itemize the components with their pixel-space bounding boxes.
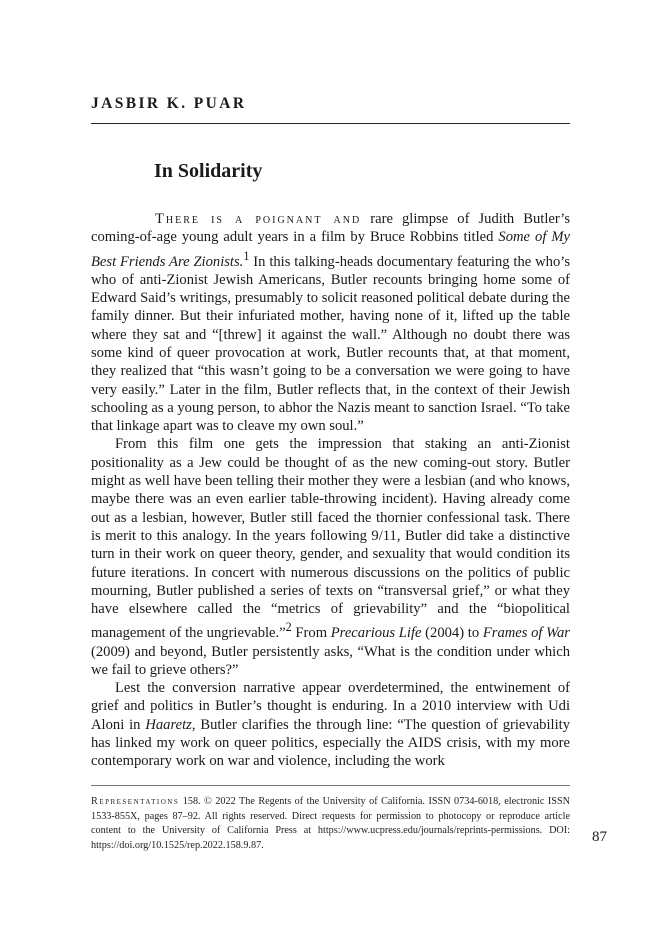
paragraph-text: (2009) and beyond, Butler persistently asks, “What is the condition under which we fail to grieve others?”	[91, 643, 570, 678]
book-title: Frames of War	[482, 625, 570, 642]
author-name: JASBIR K. PUAR	[91, 95, 247, 112]
paragraph-text: (2004) to	[421, 625, 483, 642]
article-title: In Solidarity	[154, 160, 263, 182]
paragraph	[91, 210, 570, 435]
paragraph-text: Lest the conversion narrative appear overdetermined, the entwinement of grief and politics in Butler’s thought is enduring. In a 2010 interview with Udi Aloni in	[91, 680, 570, 733]
paragraph-text: From	[291, 625, 331, 642]
journal-name: Representations	[91, 796, 180, 807]
footnote-ref: 2	[285, 620, 292, 635]
page-number: 87	[592, 829, 607, 845]
lead-in: There is a poignant and	[155, 211, 362, 227]
footnote-ref: 1	[243, 248, 250, 263]
paragraph-text: rare glimpse of Judith Butler’s coming-of-age young adult years in a film by Bruce Robbins titled	[91, 211, 570, 246]
publication-text: 158. © 2022 The Regents of the University of California. ISSN 0734-6018, electronic ISSN 1533-855X, pages 87–92. All rights reserved. Direct requests for permission to photocopy or reproduce article content to the University of California Press at https://www.ucpress.edu/journals/reprints-permissions. DOI: https://doi.org/10.1525/rep.2022.158.9.87.	[91, 796, 570, 851]
publication-note	[91, 795, 570, 853]
paragraph-text: In this talking-heads documentary featuring the who’s who of anti-Zionist Jewish Americans, Butler recounts bringing home some of Edward Said’s writings, presumably to solicit reasoned political debate during the family dinner. But their infuriated mother, having none of it, lifted up the table where they sat and “[threw] it against the wall.” Although no doubt there was some kind of queer provocation at work, Butler recounts that, at that moment, they realized that “this wasn’t going to be a conversation we were going to have very easily.” Later in the film, Butler reflects that, in the context of their Jewish schooling as a young person, to abhor the Nazis meant to sanction Israel. “To take that linkage apart was to cleave my own soul.”	[91, 253, 570, 435]
newspaper-title: Haaretz	[145, 716, 192, 733]
header-rule	[91, 123, 570, 124]
paragraph	[91, 435, 570, 679]
film-title: Some of My Best Friends Are Zionists.	[91, 229, 570, 270]
book-title: Precarious Life	[330, 625, 422, 642]
article-body	[91, 210, 570, 771]
footnote-rule	[91, 785, 570, 786]
paragraph-text: , Butler clarifies the through line: “The question of grievability has linked my work on queer politics, especially the AIDS crisis, with my more contemporary work on war and violence, including the work	[91, 716, 570, 770]
paragraph	[91, 679, 570, 770]
paragraph-text: From this film one gets the impression that staking an anti-Zionist positionality as a Jew could be thought of as the new coming-out story. Butler might as well have been telling their mother they were a lesbian (and who knows, maybe there was an even earlier table-throwing incident). Having already come out as a lesbian, however, Butler still faced the thornier confessional task. There is merit to this analogy. In the years following 9/11, Butler did take a distinctive turn in their work on queer theory, gender, and sexuality that would condition its future iterations. In concert with numerous discussions on the politics of public mourning, Butler published a series of texts on “transversal grief,” or what they have elsewhere called the “metrics of grievability” and the “biopolitical management of the ungrievable.”	[91, 436, 570, 642]
